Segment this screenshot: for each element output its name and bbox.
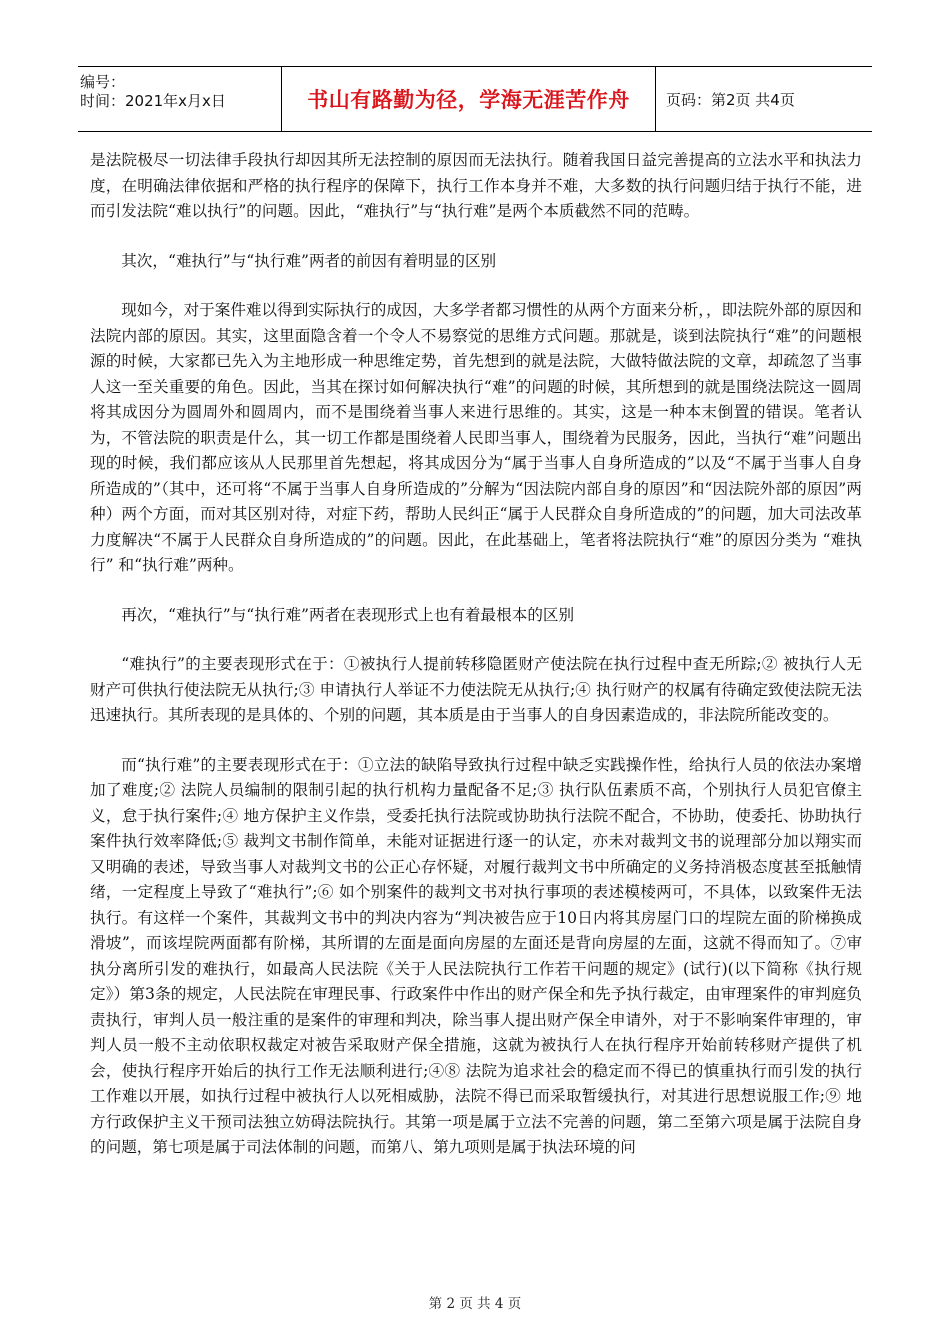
paragraph-continuation: 是法院极尽一切法律手段执行却因其所无法控制的原因而无法执行。随着我国日益完善提高的立法水平和执法力度，在明确法律依据和严格的执行程序的保障下，执行工作本身并不难，大多数的执行问题归结于执行不能，进而引发法院“难以执行”的问题。因此，“难执行”与“执行难”是两个本质截然不同的范畴。	[90, 151, 862, 220]
section-heading-forms: 再次，“难执行”与“执行难”两者在表现形式上也有着最根本的区别	[121, 605, 575, 624]
header-meta	[78, 67, 282, 131]
header-number-label: 编号：	[80, 73, 126, 91]
header-date-label: 时间：2021年x月x日	[80, 92, 226, 110]
paragraph-causes-analysis: 现如今，对于案件难以得到实际执行的成因，大多学者都习惯性的从两个方面来分析，，即法院外部的原因和法院内部的原因。其实，这里面隐含着一个令人不易察觉的思维方式问题。那就是，谈到法院执行“难”的问题根源的时候，大家都已先入为主地形成一种思维定势，首先想到的就是法院，大做特做法院的文章，却疏忽了当事人这一至关重要的角色。因此，当其在探讨如何解决执行“难”的问题的时候，其所想到的就是围绕法院这一圆周将其成因分为圆周外和圆周内，而不是围绕着当事人来进行思维的。其实，这是一种本末倒置的错误。笔者认为，不管法院的职责是什么，其一切工作都是围绕着人民即当事人，围绕着为民服务，因此，当执行“难”问题出现的时候，我们都应该从人民那里首先想起，将其成因分为“属于当事人自身所造成的”以及“不属于当事人自身所造成的”（其中，还可将“不属于当事人自身所造成的”分解为“因法院内部自身的原因”和“因法院外部的原因”两种）两个方面，而对其区别对待，对症下药，帮助人民纠正“属于人民群众自身所造成的”的问题，加大司法改革力度解决“不属于人民群众自身所造成的”的问题。因此，在此基础上，笔者将法院执行“难”的原因分类为 “难执行” 和“执行难”两种。	[90, 301, 862, 574]
paragraph-zhixing-nan-forms: 而“执行难”的主要表现形式在于：①立法的缺陷导致执行过程中缺乏实践操作性，给执行人员的依法办案增加了难度;② 法院人员编制的限制引起的执行机构力量配备不足;③ 执行队伍素质不高，个别执行人员犯官僚主义，怠于执行案件;④ 地方保护主义作祟，受委托执行法院或协助执行法院不配合，不协助，使委托、协助执行案件执行效率降低;⑤ 裁判文书制作简单，未能对证据进行逐一的认定，亦未对裁判文书的说理部分加以翔实而又明确的表述，导致当事人对裁判文书的公正心存怀疑，对履行裁判文书中所确定的义务持消极态度甚至抵触情绪，一定程度上导致了“难执行”;⑥ 如个别案件的裁判文书对执行事项的表述模棱两可，不具体，以致案件无法执行。有这样一个案件，其裁判文书中的判决内容为“判决被告应于10日内将其房屋门口的埕院左面的阶梯换成滑坡”，而该埕院两面都有阶梯，其所谓的左面是面向房屋的左面还是背向房屋的左面，这就不得而知了。⑦审执分离所引发的难执行，如最高人民法院《关于人民法院执行工作若干问题的规定》(试行)(以下简称《执行规定》）第3条的规定，人民法院在审理民事、行政案件中作出的财产保全和先予执行裁定，由审理案件的审判庭负责执行，审判人员一般注重的是案件的审理和判决，除当事人提出财产保全申请外，对于不影响案件审理的，审判人员一般不主动依职权裁定对被告采取财产保全措施，这就为被执行人在执行程序开始前转移财产提供了机会，使执行程序开始后的执行工作无法顺利进行;④⑧ 法院为追求社会的稳定而不得已的慎重执行而引发的执行工作难以开展，如执行过程中被执行人以死相威胁，法院不得已而采取暂缓执行，对其进行思想说服工作;⑨ 地方行政保护主义干预司法独立妨碍法院执行。其第一项是属于立法不完善的问题，第二至第六项是属于法院自身的问题，第七项是属于司法体制的问题，而第八、第九项则是属于执法环境的问	[90, 755, 862, 1156]
document-body	[90, 148, 862, 1161]
paragraph-nan-zhixing-forms: “难执行”的主要表现形式在于：①被执行人提前转移隐匿财产使法院在执行过程中查无所踪;② 被执行人无财产可供执行使法院无从执行;③ 申请执行人举证不力使法院无从执行;④ 执行财产的权属有待确定致使法院无法迅速执行。其所表现的是具体的、个别的问题，其本质是由于当事人的自身因素造成的，非法院所能改变的。	[90, 655, 862, 724]
page-header	[78, 66, 872, 132]
page-footer: 第 2 页 共 4 页	[428, 1296, 522, 1312]
section-heading-causes: 其次，“难执行”与“执行难”两者的前因有着明显的区别	[121, 251, 497, 270]
header-page-info: 页码：第2页 共4页	[666, 90, 795, 109]
header-motto: 书山有路勤为径，学海无涯苦作舟	[282, 67, 656, 131]
